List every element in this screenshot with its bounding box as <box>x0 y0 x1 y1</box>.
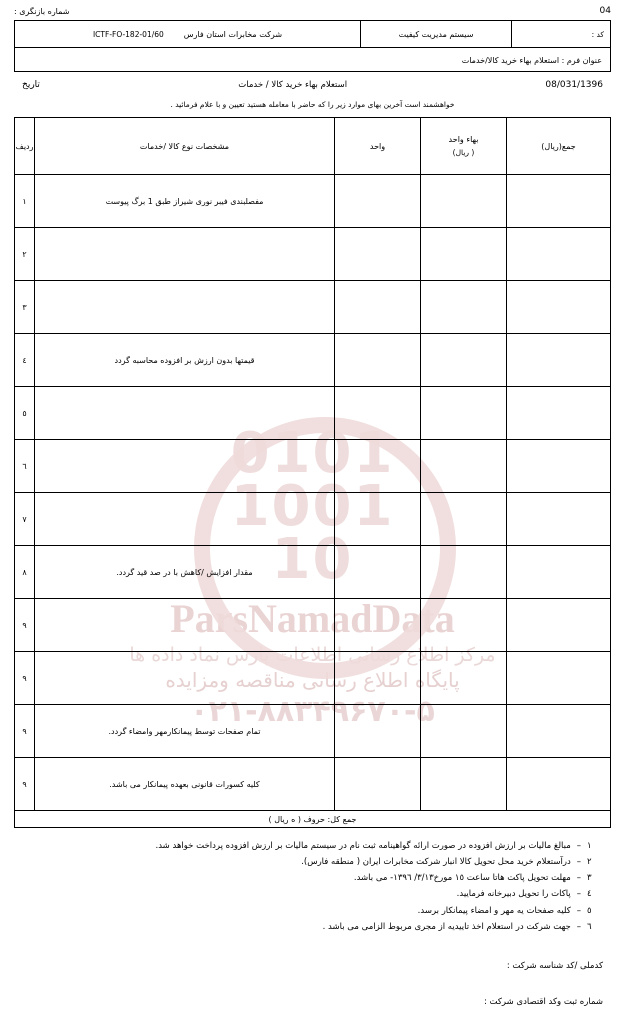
table-row <box>15 652 611 705</box>
condition-dash: – <box>576 921 581 932</box>
header-company-name: شرکت مخابرات استان فارس <box>183 29 283 39</box>
conditions-list <box>16 838 603 935</box>
list-item <box>16 903 603 919</box>
table-row <box>15 387 611 440</box>
cell-vahed[interactable] <box>335 705 421 758</box>
cell-vahed[interactable] <box>335 652 421 705</box>
cell-vahed[interactable] <box>335 387 421 440</box>
cell-radif: ٦ <box>15 440 35 493</box>
watermark-phone: ۰۲۱-۸۸۳۴۹۶۷۰-۵ <box>190 693 435 729</box>
cell-radif: ٣ <box>15 281 35 334</box>
cell-radif: ٧ <box>15 493 35 546</box>
cell-jam[interactable] <box>507 175 611 228</box>
cell-vahed[interactable] <box>335 334 421 387</box>
cell-vahed[interactable] <box>335 599 421 652</box>
table-row <box>15 334 611 387</box>
cell-jam[interactable] <box>507 334 611 387</box>
estelam-number: 08/031/1396 <box>545 80 603 90</box>
th-baha-vahed-unit: ( ریال) <box>452 148 475 157</box>
cell-jam[interactable] <box>507 599 611 652</box>
condition-dash: – <box>576 857 581 868</box>
cell-baha[interactable] <box>421 599 507 652</box>
cell-jam[interactable] <box>507 758 611 811</box>
cell-jam[interactable] <box>507 228 611 281</box>
title-row <box>22 80 603 90</box>
table-body <box>15 175 611 828</box>
table-row <box>15 228 611 281</box>
watermark-brand: ParsNamadData <box>170 595 455 641</box>
cell-jam[interactable] <box>507 546 611 599</box>
cell-baha[interactable] <box>421 705 507 758</box>
cell-baha[interactable] <box>421 493 507 546</box>
national-id-field-label: کدملی /کد شناسه شرکت : <box>506 960 603 971</box>
cell-spec <box>35 228 335 281</box>
cell-vahed[interactable] <box>335 546 421 599</box>
cell-spec: کلیه کسورات قانونی بعهده پیمانکار می باشد. <box>35 758 335 811</box>
condition-text: کلیه صفحات یه مهر و امضاء پیمانکار برسد. <box>417 905 571 916</box>
cell-spec: مقدار افزایش /کاهش با در صد قید گردد. <box>35 546 335 599</box>
watermark-number: 0101 <box>230 421 395 486</box>
cell-baha[interactable] <box>421 175 507 228</box>
table-wrapper <box>14 117 611 828</box>
cell-baha[interactable] <box>421 387 507 440</box>
table-sum-row <box>15 811 611 828</box>
cell-vahed[interactable] <box>335 175 421 228</box>
condition-number: ١ <box>587 841 592 851</box>
watermark-fa-line2: پایگاه اطلاع رسانی مناقصه ومزایده <box>165 667 460 692</box>
th-baha-vahed-label: بهاء واحد <box>448 135 479 144</box>
table-row <box>15 175 611 228</box>
th-vahed: واحد <box>335 118 421 175</box>
th-baha-vahed <box>421 118 507 175</box>
revision-number-label: شماره بازنگری : <box>14 6 70 16</box>
header-company-cell <box>15 21 360 47</box>
cell-radif: ٩ <box>15 758 35 811</box>
condition-number: ٢ <box>587 857 592 868</box>
items-table <box>14 117 611 828</box>
page-title: استعلام بهاء خرید کالا / خدمات <box>238 80 348 90</box>
cell-vahed[interactable] <box>335 281 421 334</box>
cell-radif: ٩ <box>15 705 35 758</box>
cell-jam[interactable] <box>507 440 611 493</box>
cell-jam[interactable] <box>507 281 611 334</box>
header-box <box>14 20 611 72</box>
table-row <box>15 546 611 599</box>
header-row-bottom <box>15 48 610 73</box>
list-item <box>16 886 603 902</box>
condition-dash: – <box>576 841 581 851</box>
condition-dash: – <box>576 873 581 884</box>
cell-spec <box>35 652 335 705</box>
cell-spec: مفصلبندی فیبر نوری شیراز طبق 1 برگ پیوست <box>35 175 335 228</box>
list-item <box>16 854 603 870</box>
header-system-label: سیستم مدیریت کیفیت <box>398 29 474 39</box>
cell-vahed[interactable] <box>335 228 421 281</box>
condition-text: مبالغ مالیات بر ارزش افزوده در صورت ارائه گواهینامه ثبت نام در سیستم مالیات بر ارزش افزوده پرداخت خواهد شد. <box>155 841 571 851</box>
th-jam: جمع(ریال) <box>507 118 611 175</box>
cell-radif: ٤ <box>15 334 35 387</box>
watermark-number-3: 10 <box>271 527 354 593</box>
list-item <box>16 838 603 854</box>
cell-vahed[interactable] <box>335 758 421 811</box>
cell-baha[interactable] <box>421 652 507 705</box>
footer-fields <box>16 961 603 1007</box>
cell-radif: ٨ <box>15 546 35 599</box>
cell-baha[interactable] <box>421 281 507 334</box>
cell-radif: ٩ <box>15 599 35 652</box>
header-system-cell <box>360 21 511 47</box>
cell-radif: ٩ <box>15 652 35 705</box>
list-item <box>16 870 603 886</box>
condition-text: مهلت تحویل پاکت هاتا ساعت ١٥ مورخ٣/١٣/ ١٣٩٦- می باشد. <box>353 873 571 884</box>
header-form-code: ICTF-FO-182-01/60 <box>92 29 164 39</box>
table-row <box>15 758 611 811</box>
condition-text: جهت شرکت در استعلام اخذ تاییدیه از مجری مربوط الزامی می باشد . <box>322 921 571 932</box>
condition-number: ٤ <box>587 889 592 900</box>
sum-label: جمع کل: حروف ( ه ریال ) <box>15 811 611 828</box>
watermark-fa-line1: مرکز اطلاع رسانی اطلاعات پارس نماد داده ها <box>129 643 496 666</box>
table-row <box>15 705 611 758</box>
page-number: 04 <box>599 6 611 16</box>
cell-baha[interactable] <box>421 546 507 599</box>
cell-jam[interactable] <box>507 652 611 705</box>
date-label: تاریخ <box>22 80 40 90</box>
top-line <box>0 0 625 18</box>
cell-spec: تمام صفحات توسط پیمانکارمهر وامضاء گردد. <box>35 705 335 758</box>
cell-vahed[interactable] <box>335 440 421 493</box>
cell-baha[interactable] <box>421 334 507 387</box>
cell-spec <box>35 599 335 652</box>
th-spec: مشخصات نوع کالا /خدمات <box>35 118 335 175</box>
table-row <box>15 599 611 652</box>
cell-baha[interactable] <box>421 758 507 811</box>
header-code-cell <box>511 21 610 47</box>
list-item <box>16 919 603 935</box>
cell-spec: قیمتها بدون ارزش بر افزوده محاسبه گردد <box>35 334 335 387</box>
header-code-label: کد : <box>591 29 604 39</box>
cell-radif: ١ <box>15 175 35 228</box>
table-row <box>15 440 611 493</box>
condition-dash: – <box>576 905 581 916</box>
cell-spec <box>35 440 335 493</box>
cell-baha[interactable] <box>421 440 507 493</box>
intro-note: خواهشمند است آخرین بهای موارد زیر را که حاضر با معامله هستید تعیین و با علام فرمائید . <box>170 100 455 109</box>
watermark-number-2: 1001 <box>230 474 395 540</box>
cell-vahed[interactable] <box>335 493 421 546</box>
cell-radif: ٢ <box>15 228 35 281</box>
th-radif: ردیف <box>15 118 35 175</box>
cell-spec <box>35 387 335 440</box>
cell-baha[interactable] <box>421 228 507 281</box>
table-row <box>15 493 611 546</box>
condition-dash: – <box>576 889 581 900</box>
table-header-row <box>15 118 611 175</box>
condition-number: ٦ <box>587 921 592 932</box>
header-row-top <box>15 21 610 48</box>
cell-jam[interactable] <box>507 387 611 440</box>
condition-number: ٥ <box>587 905 592 916</box>
condition-text: درآستعلام خرید محل تحویل کالا انبار شرکت مخابرات ایران ( منطقه فارس). <box>301 857 571 868</box>
condition-number: ٣ <box>587 873 592 884</box>
registration-number-field-label: شماره ثبت وکد اقتصادی شرکت : <box>483 996 603 1007</box>
condition-text: پاکات را تحویل دبیرخانه فرمایید. <box>456 889 571 900</box>
cell-radif: ٥ <box>15 387 35 440</box>
cell-jam[interactable] <box>507 493 611 546</box>
table-row <box>15 281 611 334</box>
header-form-title: عنوان فرم : استعلام بهاء خرید کالا/خدمات <box>461 56 602 65</box>
cell-spec <box>35 493 335 546</box>
cell-spec <box>35 281 335 334</box>
cell-jam[interactable] <box>507 705 611 758</box>
